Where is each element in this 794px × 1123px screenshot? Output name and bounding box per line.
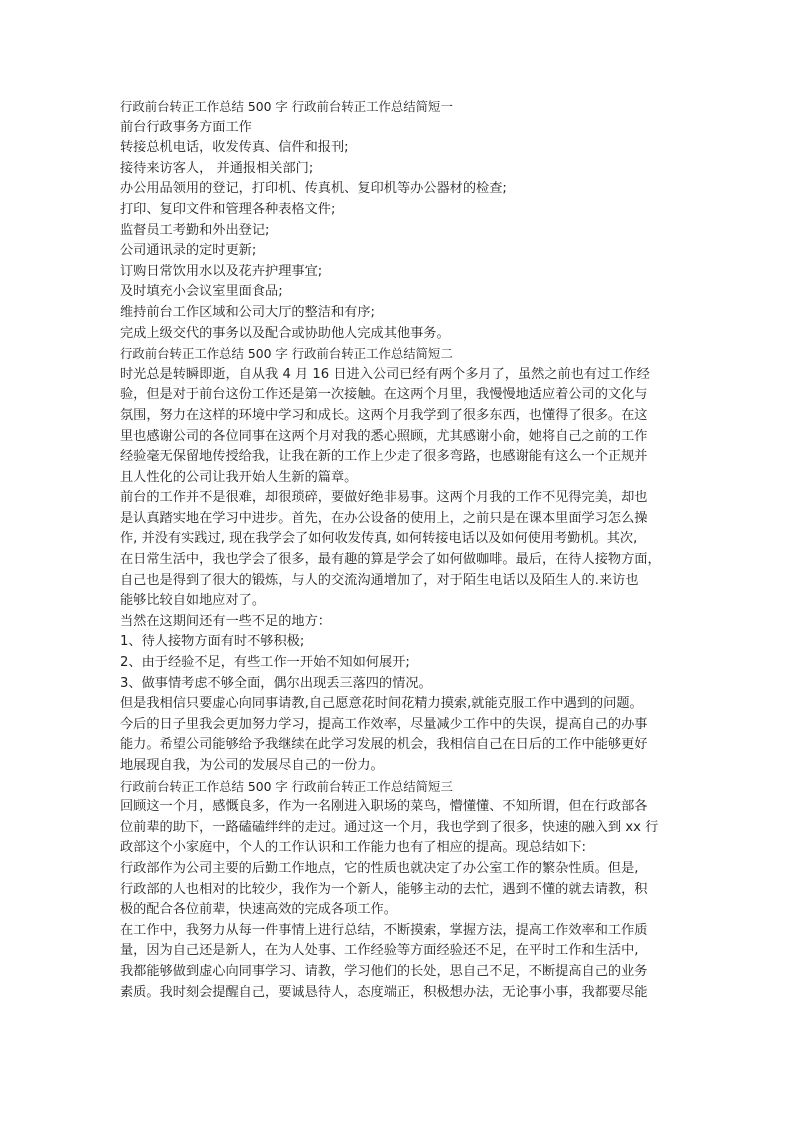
- paragraph-line: 行政部的人也相对的比较少，我作为一个新人，能够主动的去忙，遇到不懂的就去请教，积: [120, 881, 648, 897]
- duty-item: 及时填充小会议室里面食品;: [120, 284, 283, 300]
- paragraph-line: 但是我相信只要虚心向同事请教,自己愿意花时间花精力摸索,就能克服工作中遇到的问题。: [120, 696, 643, 712]
- duty-item: 转接总机电话，收发传真、信件和报刊;: [120, 140, 349, 156]
- paragraph-line: 行政部作为公司主要的后勤工作地点，它的性质也就决定了办公室工作的繁杂性质。但是,: [120, 860, 639, 876]
- paragraph-line: 我都能够做到虚心向同事学习、请教，学习他们的长处，思自己不足，不断提高自己的业务: [120, 963, 648, 979]
- paragraph-line: 在工作中，我努力从每一件事情上进行总结，不断摸索，掌握方法，提高工作效率和工作质: [120, 922, 648, 938]
- paragraph-line: 验，但是对于前台这份工作还是第一次接触。在这两个月里，我慢慢地适应着公司的文化与: [120, 387, 648, 403]
- paragraph-line: 在日常生活中，我也学会了很多，最有趣的算是学会了如何做咖啡。最后，在待人接物方面，: [120, 552, 661, 568]
- section-title-2: 行政前台转正工作总结 500 字 行政前台转正工作总结简短二: [120, 346, 453, 362]
- paragraph-line: 能够比较自如地应对了。: [120, 593, 266, 609]
- duty-item: 完成上级交代的事务以及配合或协助他人完成其他事务。: [120, 325, 450, 341]
- paragraph-line: 自己也是得到了很大的锻炼，与人的交流沟通增加了，对于陌生电话以及陌生人的.来访也: [120, 572, 639, 588]
- paragraph-line: 里也感谢公司的各位同事在这两个月对我的悉心照顾，尤其感谢小俞，她将自己之前的工作: [120, 428, 648, 444]
- paragraph-line: 当然在这期间还有一些不足的地方：: [120, 613, 331, 629]
- duty-item: 办公用品领用的登记，打印机、传真机、复印机等办公器材的检查;: [120, 181, 507, 197]
- duty-item: 打印、复印文件和管理各种表格文件;: [120, 201, 336, 217]
- shortcoming-item: 1、待人接物方面有时不够积极;: [120, 634, 305, 650]
- paragraph-line: 氛围，努力在这样的环境中学习和成长。这两个月我学到了很多东西，也懂得了很多。在这: [120, 407, 648, 423]
- subsection-heading: 前台行政事务方面工作: [120, 119, 252, 135]
- paragraph-line: 位前辈的助下，一路磕磕绊绊的走过。通过这一个月，我也学到了很多，快速的融入到 xx 行: [120, 819, 659, 835]
- duty-item: 公司通讯录的定时更新;: [120, 243, 257, 259]
- paragraph-line: 回顾这一个月，感慨良多，作为一名刚进入职场的菜鸟，懵懂懂、不知所谓，但在行政部各: [120, 799, 648, 815]
- shortcoming-item: 3、做事情考虑不够全面，偶尔出现丢三落四的情况。: [120, 675, 432, 691]
- paragraph-line: 时光总是转瞬即逝，自从我 4 月 16 日进入公司已经有两个多月了，虽然之前也有过工作经: [120, 366, 650, 382]
- paragraph-line: 今后的日子里我会更加努力学习，提高工作效率，尽量减少工作中的失误，提高自己的办事: [120, 716, 648, 732]
- duty-item: 接待来访客人， 并通报相关部门;: [120, 160, 314, 176]
- paragraph-line: 前台的工作并不是很难，却很琐碎，要做好绝非易事。这两个月我的工作不见得完美，却也: [120, 490, 648, 506]
- paragraph-line: 极的配合各位前辈，快速高效的完成各项工作。: [120, 902, 397, 918]
- paragraph-line: 作, 并没有实践过, 现在我学会了如何收发传真, 如何转接电话以及如何使用考勤机。其次,: [120, 531, 638, 547]
- paragraph-line: 且人性化的公司让我开始人生新的篇章。: [120, 469, 358, 485]
- document-body: [120, 97, 680, 1003]
- paragraph-line: 素质。我时刻会提醒自己，要诚恳待人，态度端正，积极想办法，无论事小事，我都要尽能: [120, 984, 648, 1000]
- paragraph-line: 经验毫无保留地传授给我，让我在新的工作上少走了很多弯路，也感谢能有这么一个正规并: [120, 449, 648, 465]
- section-title-3: 行政前台转正工作总结 500 字 行政前台转正工作总结简短三: [120, 778, 453, 794]
- paragraph-line: 能力。希望公司能够给予我继续在此学习发展的机会，我相信自己在日后的工作中能够更好: [120, 737, 648, 753]
- paragraph-line: 量，因为自己还是新人，在为人处事、工作经验等方面经验还不足，在平时工作和生活中,: [120, 943, 639, 959]
- duty-item: 订购日常饮用水以及花卉护理事宜;: [120, 263, 323, 279]
- shortcoming-item: 2、由于经验不足，有些工作一开始不知如何展开;: [120, 655, 410, 671]
- paragraph-line: 是认真踏实地在学习中进步。首先，在办公设备的使用上，之前只是在课本里面学习怎么操: [120, 510, 648, 526]
- duty-item: 监督员工考勤和外出登记;: [120, 222, 270, 238]
- duty-item: 维持前台工作区域和公司大厅的整洁和有序;: [120, 304, 376, 320]
- paragraph-line: 地展现自我，为公司的发展尽自己的一份力。: [120, 758, 384, 773]
- section-title-1: 行政前台转正工作总结 500 字 行政前台转正工作总结简短一: [120, 99, 453, 114]
- paragraph-line: 政部这个小家庭中，个人的工作认识和工作能力也有了相应的提高。现总结如下:: [120, 840, 587, 856]
